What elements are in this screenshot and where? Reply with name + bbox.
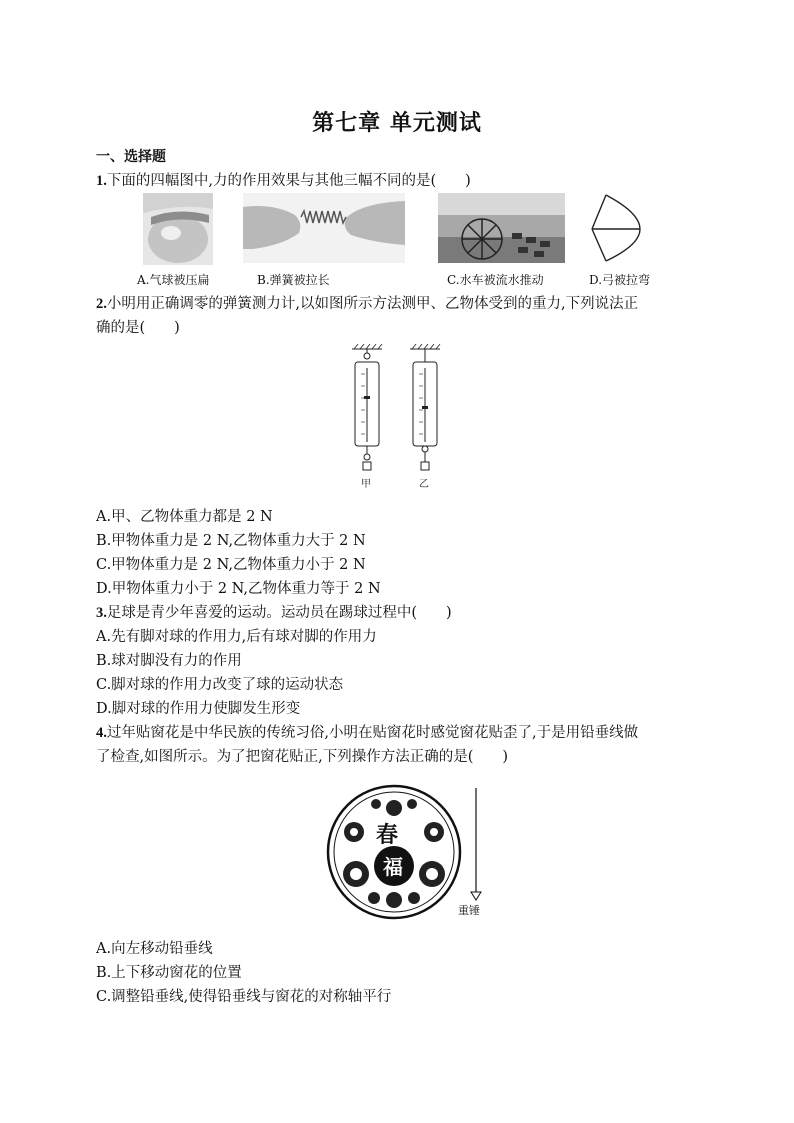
spring-character: 春: [376, 823, 399, 848]
page-title: 第七章 单元测试: [312, 111, 482, 136]
option-caption-a: A.气球被压扁: [137, 273, 210, 287]
plumb-weight-label: 重锤: [458, 904, 480, 917]
question-text: 下面的四幅图中,力的作用效果与其他三幅不同的是( ): [106, 173, 471, 189]
question-number: 3.: [96, 605, 107, 621]
paper-cut-figure: [326, 784, 496, 920]
question-2: [96, 294, 638, 314]
question-4-cont: 了检查,如图所示。为了把窗花贴正,下列操作方法正确的是( ): [96, 749, 509, 765]
waterwheel-image: [438, 193, 565, 263]
q4-option-b: B.上下移动窗花的位置: [96, 965, 242, 981]
question-4: [96, 723, 638, 743]
question-number: 2.: [96, 296, 107, 312]
bow-image: [590, 193, 642, 263]
q2-option-d: D.甲物体重力小于 2 N,乙物体重力等于 2 N: [96, 581, 381, 597]
q3-option-a: A.先有脚对球的作用力,后有球对脚的作用力: [96, 629, 377, 645]
figure-label-yi: 乙: [419, 479, 429, 490]
question-text: 足球是青少年喜爱的运动。运动员在踢球过程中( ): [106, 605, 452, 621]
option-caption-b: B.弹簧被拉长: [257, 273, 330, 287]
question-number: 4.: [96, 725, 107, 741]
balloon-image: [143, 193, 213, 265]
q4-option-c: C.调整铅垂线,使得铅垂线与窗花的对称轴平行: [96, 989, 392, 1005]
option-caption-c: C.水车被流水推动: [447, 273, 544, 287]
spring-image: [243, 193, 405, 263]
q3-option-d: D.脚对球的作用力使脚发生形变: [96, 701, 301, 717]
question-text: 小明用正确调零的弹簧测力计,以如图所示方法测甲、乙物体受到的重力,下列说法正: [106, 296, 639, 312]
question-3: [96, 603, 452, 623]
q2-option-a: A.甲、乙物体重力都是 2 N: [96, 509, 273, 525]
question-1: [96, 171, 471, 191]
figure-label-jia: 甲: [361, 479, 371, 490]
q2-option-c: C.甲物体重力是 2 N,乙物体重力小于 2 N: [96, 557, 366, 573]
q4-option-a: A.向左移动铅垂线: [96, 941, 213, 957]
spring-scale-figure: [346, 344, 446, 492]
q3-option-c: C.脚对球的作用力改变了球的运动状态: [96, 677, 344, 693]
option-caption-d: D.弓被拉弯: [589, 273, 651, 287]
fortune-character: 福: [383, 855, 403, 879]
q3-option-b: B.球对脚没有力的作用: [96, 653, 242, 669]
q2-option-b: B.甲物体重力是 2 N,乙物体重力大于 2 N: [96, 533, 366, 549]
question-text: 过年贴窗花是中华民族的传统习俗,小明在贴窗花时感觉窗花贴歪了,于是用铅垂线做: [106, 725, 639, 741]
question-number: 1.: [96, 173, 107, 189]
question-2-cont: 确的是( ): [96, 320, 180, 336]
section-heading: 一、选择题: [96, 149, 166, 165]
